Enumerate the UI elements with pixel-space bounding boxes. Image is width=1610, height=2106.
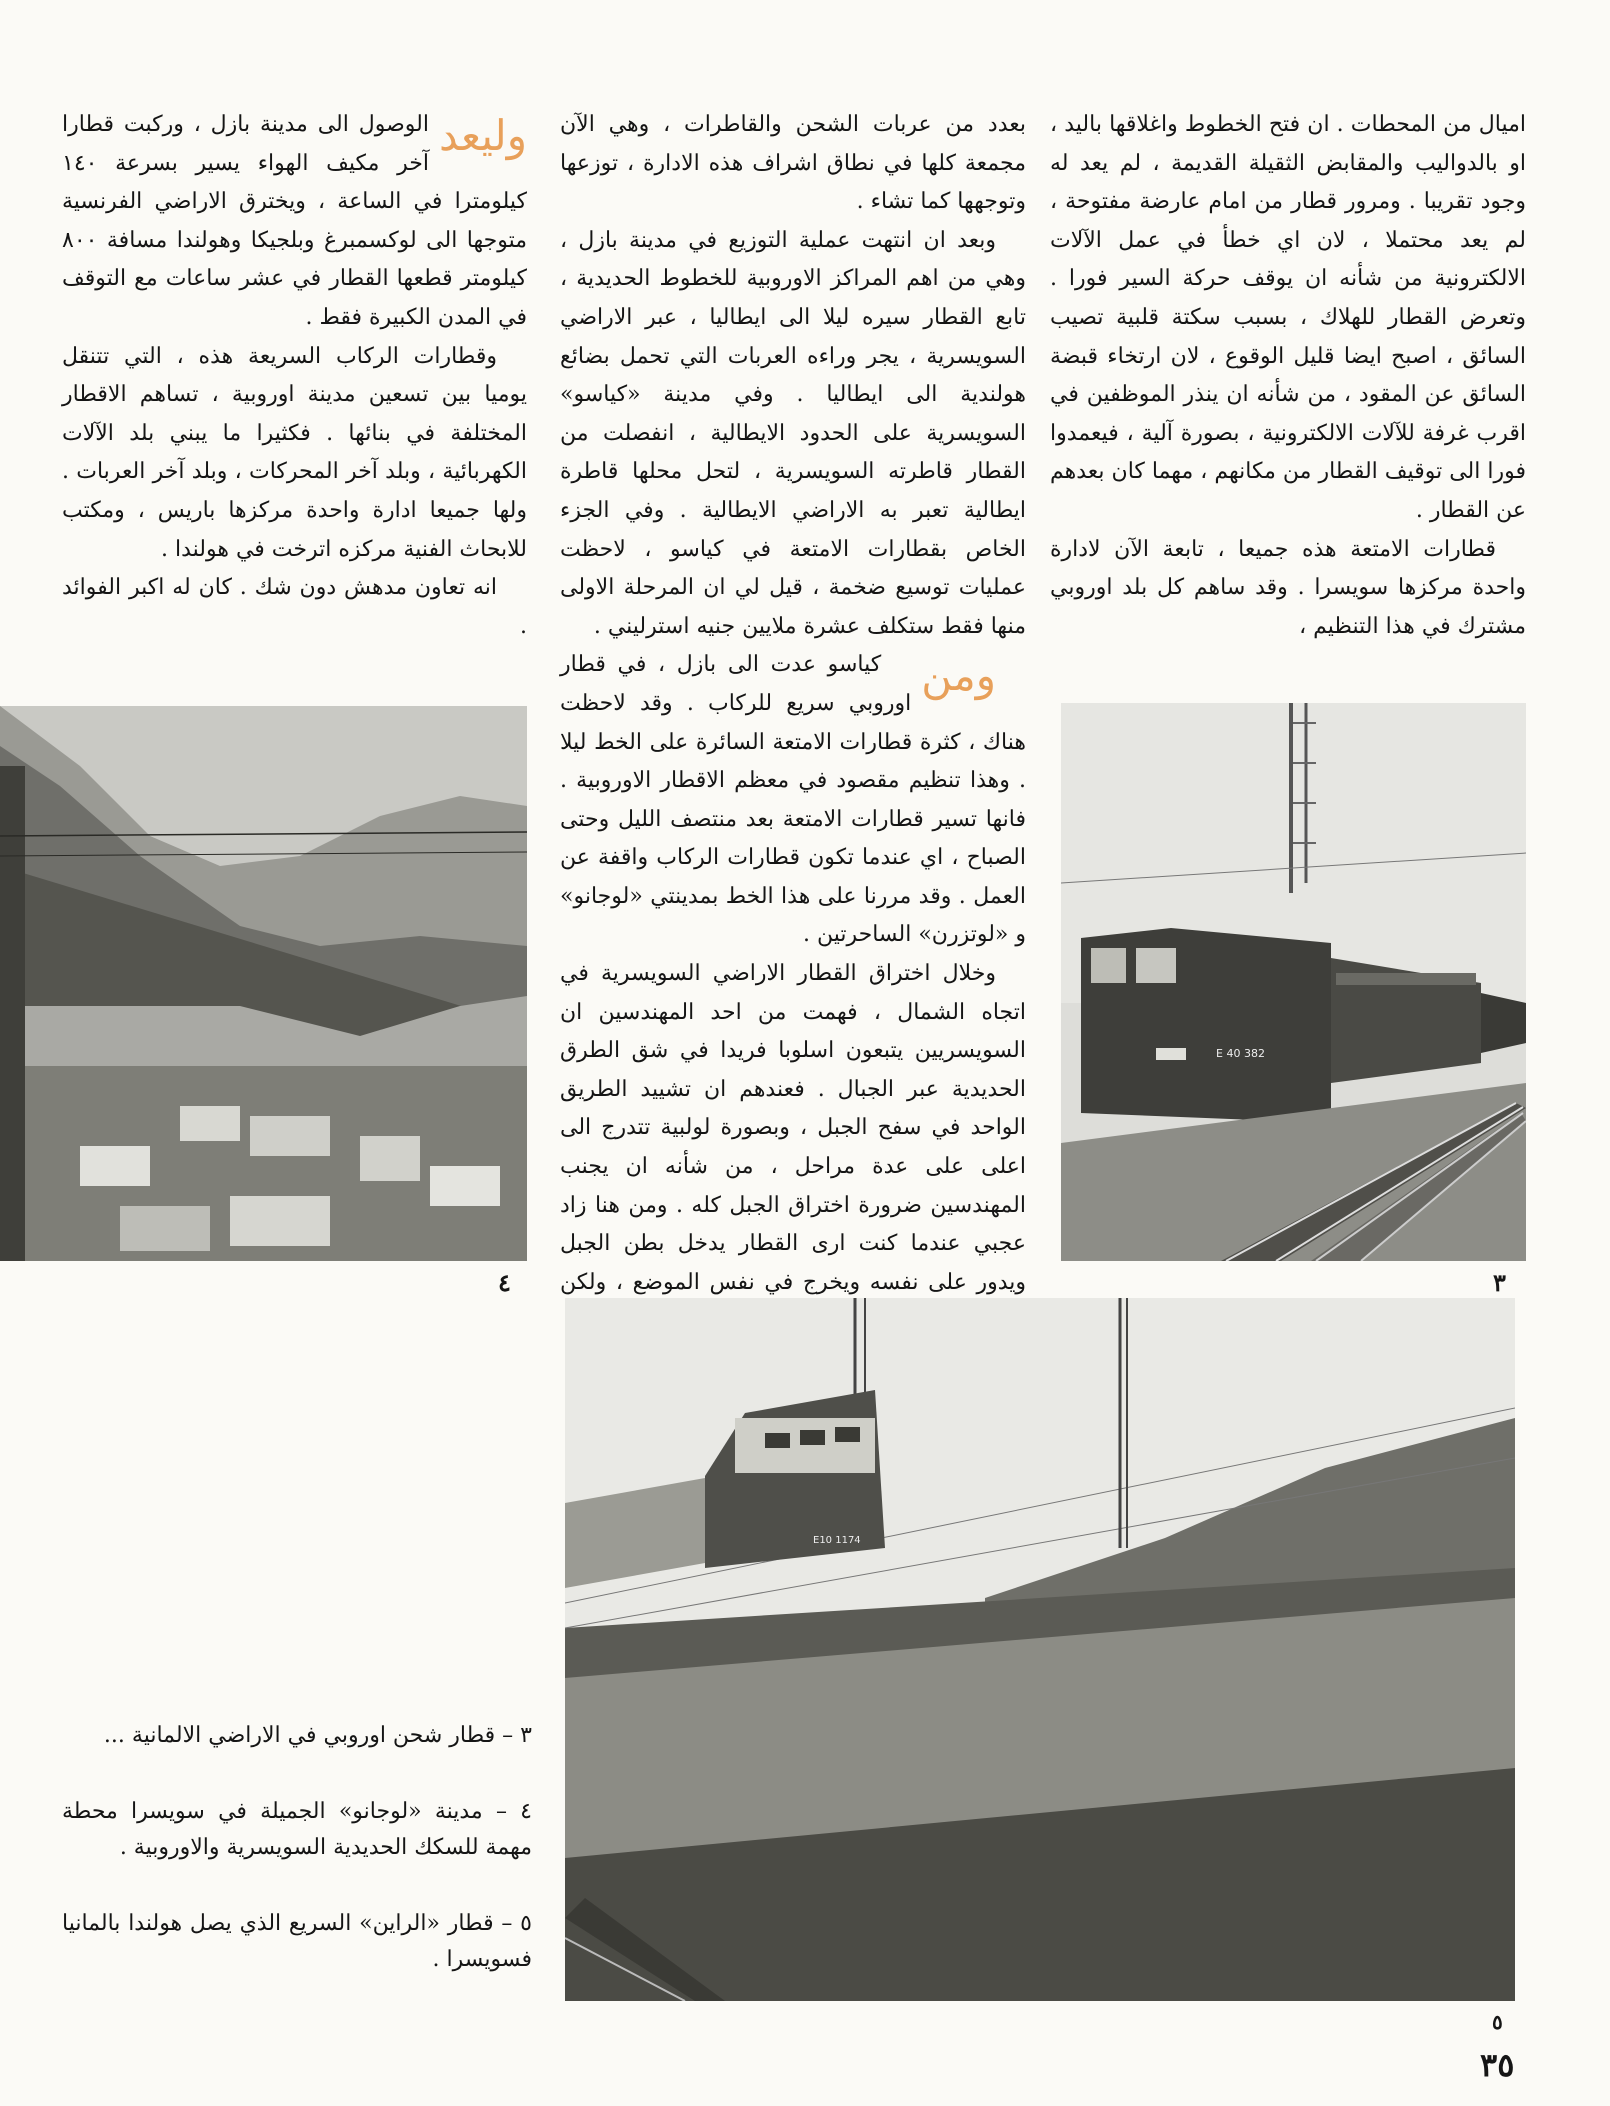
paragraph: وبعد ان انتهت عملية التوزيع في مدينة بازل ، وهي من اهم المراكز الاوروبية للخطوط الحديدية ، تابع القطار سيره ليلا الى ايطاليا ، عبر الاراضي السويسرية ، يجر وراءه العربات التي تحمل بضائع هولندية الى ايطاليا . وفي مدينة «كياسو» السويسرية على الحدود الايطالية ، انفصلت من القطار قاطرته السويسرية ، لتحل محلها قاطرة ايطالية تعبر به الاراضي الايطالية . وفي الجزء الخاص بقطارات الامتعة في كياسو ، لاحظت عمليات توسيع ضخمة ، قيل لي ان المرحلة الاولى منها فقط ستكلف عشرة ملايين جنيه استرليني . [560,227,1026,639]
paragraph: بعدد من عربات الشحن والقاطرات ، وهي الآن مجمعة كلها في نطاق اشراف هذه الادارة ، توزعها وتوجهها كما تشاء . [560,112,1026,215]
drop-cap: وليعد [438,111,527,160]
paragraph: اميال من المحطات . ان فتح الخطوط واغلاقها باليد ، او بالدواليب والمقابض الثقيلة القديمة ، لم يعد له وجود تقريبا . ومرور قطار من امام عارضة مفتوحة ، لم يعد محتملا ، لان اي خطأ في عمل الآلات الالكترونية من شأنه ان يوقف حركة السير فورا . وتعرض القطار للهلاك ، بسبب سكتة قلبية تصيب السائق ، اصبح ايضا قليل الوقوع ، لان ارتخاء قبضة السائق عن المقود ، من شأنه ان ينذر الموظفين في اقرب غرفة للآلات الالكترونية ، بصورة آلية ، فيعمدوا فورا الى توقيف القطار من مكانهم ، مهما كان بعدهم عن القطار . [1050,112,1526,523]
caption: ٤ – مدينة «لوجانو» الجميلة في سويسرا محطة مهمة للسكك الحديدية السويسرية والاوروبية . [62,1799,532,1860]
paragraph [560,646,1026,955]
photo-number: ٤ [498,1268,511,1297]
article-column-right [1050,106,1526,646]
photo-number: ٥ [1492,2010,1503,2034]
paragraph: وقطارات الركاب السريعة هذه ، التي تتنقل يوميا بين تسعين مدينة اوروبية ، تساهم الاقطار المختلفة في بنائها . فكثيرا ما يبني بلد الآلات الكهربائية ، وبلد آخر المحركات ، وبلد آخر العربات . ولها جميعا ادارة واحدة مركزها باريس ، ومكتب للابحاث الفنية مركزه اترخت في هولندا . [62,343,527,562]
photo-rhine-express [565,1298,1515,2001]
drop-cap: ومن [921,651,996,701]
caption: ٣ – قطار شحن اوروبي في الاراضي الالمانية ... [103,1723,532,1748]
paragraph-text: كياسو عدت الى بازل ، في قطار اوروبي سريع للركاب . وقد لاحظت هناك ، كثرة قطارات الامتعة السائرة على الخط ليلا . وهذا تنظيم مقصود في معظم الاقطار الاوروبية . فانها تسير قطارات الامتعة بعد منتصف الليل وحتى الصباح ، اي عندما تكون قطارات الركاب واقفة عن العمل . وقد مررنا على هذا الخط بمدينتي «لوجانو» و «لوتزرن» الساحرتين . [560,652,1026,948]
photo-freight-train [1061,703,1526,1261]
paragraph: قطارات الامتعة هذه جميعا ، تابعة الآن لادارة واحدة مركزها سويسرا . وقد ساهم كل بلد اوروبي مشترك في هذا التنظيم ، [1050,536,1526,639]
photo-number: ٣ [1493,1268,1506,1297]
photo-lugano-city [0,706,527,1261]
article-column-middle [560,106,1026,1341]
paragraph: انه تعاون مدهش دون شك . كان له اكبر الفوائد . [62,575,527,639]
locomotive-code: E 40 382 [1216,1047,1265,1060]
photo-captions [62,1718,532,2018]
caption: ٥ – قطار «الراين» السريع الذي يصل هولندا بالمانيا فسويسرا . [62,1911,532,1972]
paragraph-text: الوصول الى مدينة بازل ، وركبت قطارا آخر مكيف الهواء يسير بسرعة ١٤٠ كيلومترا في الساعة ، ويخترق الاراضي الفرنسية متوجها الى لوكسمبرغ وبلجيكا وهولندا مسافة ٨٠٠ كيلومتر قطعها القطار في عشر ساعات مع التوقف في المدن الكبيرة فقط . [62,112,527,330]
paragraph: وخلال اختراق القطار الاراضي السويسرية في اتجاه الشمال ، فهمت من احد المهندسين ان السويسريين يتبعون اسلوبا فريدا في شق الطرق الحديدية عبر الجبال . فعندهم ان تشييد الطريق الواحد في سفح الجبل ، وبصورة لولبية تتدرج الى اعلى على عدة مراحل ، من شأنه ان يجنب المهندسين ضرورة اختراق الجبل كله . ومن هنا زاد عجبي عندما كنت ارى القطار يدخل بطن الجبل ويدور على نفسه ويخرج في نفس الموضع ، ولكن [560,961,1026,1295]
page-number: ٣٥ [1480,2046,1515,2084]
paragraph [62,106,527,338]
locomotive-code: E10 1174 [813,1535,861,1546]
article-column-left [62,106,527,646]
